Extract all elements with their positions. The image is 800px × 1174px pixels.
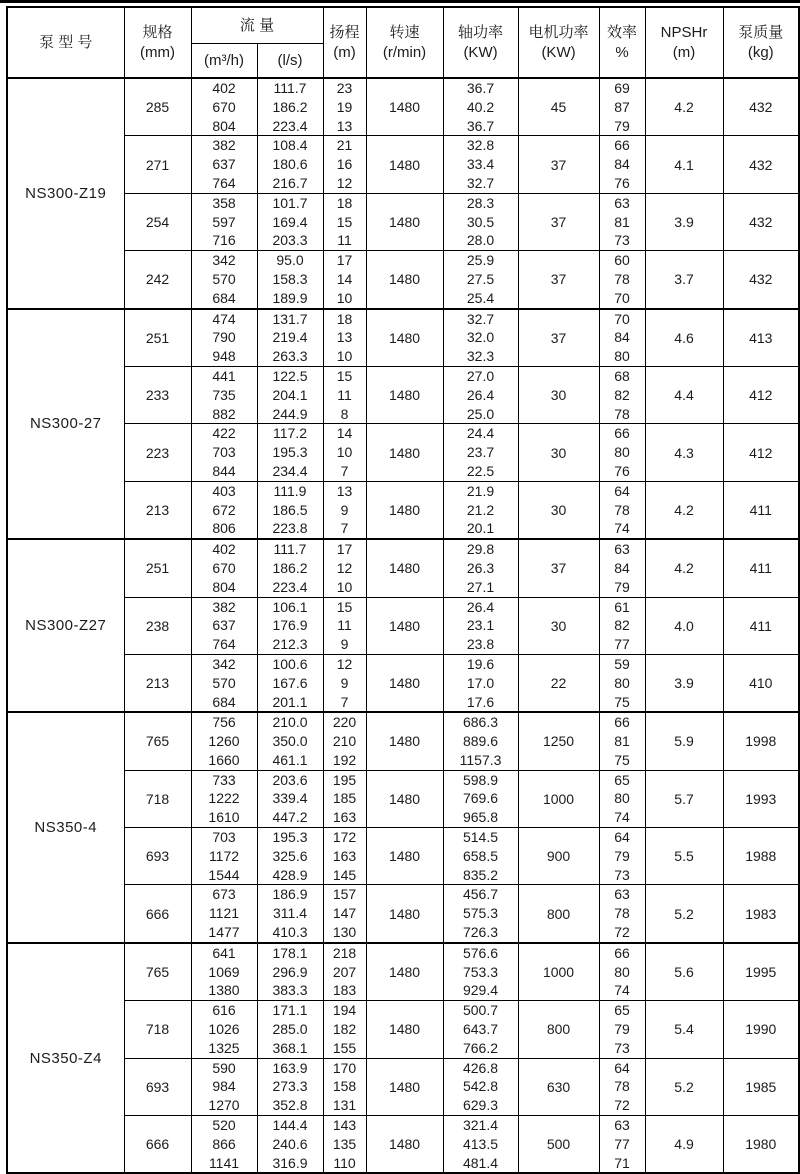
header-flow-m3h: (m³/h) bbox=[191, 44, 257, 79]
header-spec: 规格 (mm) bbox=[124, 7, 191, 78]
flow-ls-cell: 195.3 325.6 428.9 bbox=[257, 828, 323, 885]
shaft-power-cell: 28.3 30.5 28.0 bbox=[443, 193, 518, 250]
speed-cell: 1480 bbox=[366, 481, 443, 539]
flow-m3h-cell: 733 1222 1610 bbox=[191, 770, 257, 827]
table-body bbox=[7, 78, 799, 1173]
mass-cell: 1988 bbox=[723, 828, 799, 885]
speed-cell: 1480 bbox=[366, 712, 443, 770]
flow-ls-cell: 210.0 350.0 461.1 bbox=[257, 712, 323, 770]
npshr-cell: 4.4 bbox=[645, 366, 723, 423]
flow-ls-cell: 106.1 176.9 212.3 bbox=[257, 597, 323, 654]
speed-cell: 1480 bbox=[366, 539, 443, 597]
npshr-cell: 5.2 bbox=[645, 1058, 723, 1115]
head-cell: 195 185 163 bbox=[323, 770, 366, 827]
head-cell: 18 15 11 bbox=[323, 193, 366, 250]
speed-cell: 1480 bbox=[366, 770, 443, 827]
shaft-power-cell: 24.4 23.7 22.5 bbox=[443, 424, 518, 481]
head-cell: 21 16 12 bbox=[323, 136, 366, 193]
flow-m3h-cell: 641 1069 1380 bbox=[191, 943, 257, 1001]
efficiency-cell: 63 81 73 bbox=[599, 193, 645, 250]
spec-cell: 718 bbox=[124, 1001, 191, 1058]
efficiency-cell: 59 80 75 bbox=[599, 654, 645, 712]
flow-ls-cell: 111.9 186.5 223.8 bbox=[257, 481, 323, 539]
motor-power-cell: 22 bbox=[518, 654, 599, 712]
head-cell: 218 207 183 bbox=[323, 943, 366, 1001]
head-cell: 143 135 110 bbox=[323, 1116, 366, 1174]
table-row bbox=[7, 78, 799, 136]
efficiency-cell: 65 80 74 bbox=[599, 770, 645, 827]
table-row bbox=[7, 770, 799, 827]
motor-power-cell: 1000 bbox=[518, 770, 599, 827]
flow-m3h-cell: 422 703 844 bbox=[191, 424, 257, 481]
efficiency-cell: 63 78 72 bbox=[599, 885, 645, 943]
speed-cell: 1480 bbox=[366, 78, 443, 136]
speed-cell: 1480 bbox=[366, 1001, 443, 1058]
speed-cell: 1480 bbox=[366, 193, 443, 250]
npshr-cell: 4.2 bbox=[645, 78, 723, 136]
head-cell: 13 9 7 bbox=[323, 481, 366, 539]
motor-power-cell: 37 bbox=[518, 309, 599, 367]
head-cell: 12 9 7 bbox=[323, 654, 366, 712]
flow-m3h-cell: 441 735 882 bbox=[191, 366, 257, 423]
flow-m3h-cell: 402 670 804 bbox=[191, 539, 257, 597]
shaft-power-cell: 686.3 889.6 1157.3 bbox=[443, 712, 518, 770]
flow-m3h-cell: 342 570 684 bbox=[191, 251, 257, 309]
speed-cell: 1480 bbox=[366, 366, 443, 423]
flow-m3h-cell: 756 1260 1660 bbox=[191, 712, 257, 770]
speed-cell: 1480 bbox=[366, 1116, 443, 1174]
spec-cell: 271 bbox=[124, 136, 191, 193]
spec-cell: 251 bbox=[124, 309, 191, 367]
spec-cell: 254 bbox=[124, 193, 191, 250]
npshr-cell: 4.1 bbox=[645, 136, 723, 193]
npshr-cell: 5.7 bbox=[645, 770, 723, 827]
shaft-power-cell: 25.9 27.5 25.4 bbox=[443, 251, 518, 309]
header-mass: 泵质量 (kg) bbox=[723, 7, 799, 78]
npshr-cell: 5.9 bbox=[645, 712, 723, 770]
shaft-power-cell: 32.7 32.0 32.3 bbox=[443, 309, 518, 367]
table-row bbox=[7, 251, 799, 309]
npshr-cell: 4.2 bbox=[645, 481, 723, 539]
flow-m3h-cell: 358 597 716 bbox=[191, 193, 257, 250]
head-cell: 172 163 145 bbox=[323, 828, 366, 885]
table-row bbox=[7, 828, 799, 885]
flow-ls-cell: 117.2 195.3 234.4 bbox=[257, 424, 323, 481]
efficiency-cell: 63 84 79 bbox=[599, 539, 645, 597]
mass-cell: 410 bbox=[723, 654, 799, 712]
shaft-power-cell: 27.0 26.4 25.0 bbox=[443, 366, 518, 423]
flow-ls-cell: 186.9 311.4 410.3 bbox=[257, 885, 323, 943]
header-flow-ls: (l/s) bbox=[257, 44, 323, 79]
speed-cell: 1480 bbox=[366, 424, 443, 481]
mass-cell: 1990 bbox=[723, 1001, 799, 1058]
efficiency-cell: 61 82 77 bbox=[599, 597, 645, 654]
mass-cell: 411 bbox=[723, 597, 799, 654]
head-cell: 220 210 192 bbox=[323, 712, 366, 770]
npshr-cell: 5.5 bbox=[645, 828, 723, 885]
table-row bbox=[7, 309, 799, 367]
shaft-power-cell: 29.8 26.3 27.1 bbox=[443, 539, 518, 597]
model-cell: NS300-Z19 bbox=[7, 78, 124, 309]
motor-power-cell: 30 bbox=[518, 366, 599, 423]
flow-ls-cell: 111.7 186.2 223.4 bbox=[257, 539, 323, 597]
shaft-power-cell: 514.5 658.5 835.2 bbox=[443, 828, 518, 885]
table-row bbox=[7, 943, 799, 1001]
flow-m3h-cell: 590 984 1270 bbox=[191, 1058, 257, 1115]
flow-ls-cell: 203.6 339.4 447.2 bbox=[257, 770, 323, 827]
mass-cell: 412 bbox=[723, 424, 799, 481]
shaft-power-cell: 456.7 575.3 726.3 bbox=[443, 885, 518, 943]
npshr-cell: 5.6 bbox=[645, 943, 723, 1001]
spec-cell: 693 bbox=[124, 828, 191, 885]
head-cell: 18 13 10 bbox=[323, 309, 366, 367]
table-header bbox=[7, 7, 799, 78]
npshr-cell: 5.4 bbox=[645, 1001, 723, 1058]
spec-cell: 223 bbox=[124, 424, 191, 481]
motor-power-cell: 800 bbox=[518, 885, 599, 943]
table-row bbox=[7, 481, 799, 539]
motor-power-cell: 30 bbox=[518, 424, 599, 481]
table-row bbox=[7, 597, 799, 654]
header-flow: 流 量 bbox=[191, 7, 323, 44]
head-cell: 17 14 10 bbox=[323, 251, 366, 309]
speed-cell: 1480 bbox=[366, 597, 443, 654]
flow-ls-cell: 144.4 240.6 316.9 bbox=[257, 1116, 323, 1174]
efficiency-cell: 64 79 73 bbox=[599, 828, 645, 885]
flow-ls-cell: 131.7 219.4 263.3 bbox=[257, 309, 323, 367]
speed-cell: 1480 bbox=[366, 251, 443, 309]
mass-cell: 1985 bbox=[723, 1058, 799, 1115]
mass-cell: 411 bbox=[723, 539, 799, 597]
header-shaft-power: 轴功率 (KW) bbox=[443, 7, 518, 78]
shaft-power-cell: 598.9 769.6 965.8 bbox=[443, 770, 518, 827]
motor-power-cell: 37 bbox=[518, 251, 599, 309]
head-cell: 23 19 13 bbox=[323, 78, 366, 136]
efficiency-cell: 68 82 78 bbox=[599, 366, 645, 423]
flow-m3h-cell: 403 672 806 bbox=[191, 481, 257, 539]
efficiency-cell: 69 87 79 bbox=[599, 78, 645, 136]
npshr-cell: 3.9 bbox=[645, 654, 723, 712]
motor-power-cell: 500 bbox=[518, 1116, 599, 1174]
npshr-cell: 3.9 bbox=[645, 193, 723, 250]
efficiency-cell: 64 78 74 bbox=[599, 481, 645, 539]
motor-power-cell: 37 bbox=[518, 193, 599, 250]
flow-ls-cell: 101.7 169.4 203.3 bbox=[257, 193, 323, 250]
spec-cell: 718 bbox=[124, 770, 191, 827]
spec-cell: 285 bbox=[124, 78, 191, 136]
mass-cell: 1998 bbox=[723, 712, 799, 770]
mass-cell: 1993 bbox=[723, 770, 799, 827]
npshr-cell: 3.7 bbox=[645, 251, 723, 309]
motor-power-cell: 800 bbox=[518, 1001, 599, 1058]
header-model: 泵 型 号 bbox=[7, 7, 124, 78]
table-row bbox=[7, 424, 799, 481]
flow-m3h-cell: 703 1172 1544 bbox=[191, 828, 257, 885]
header-speed: 转速 (r/min) bbox=[366, 7, 443, 78]
flow-ls-cell: 171.1 285.0 368.1 bbox=[257, 1001, 323, 1058]
speed-cell: 1480 bbox=[366, 654, 443, 712]
table-row bbox=[7, 366, 799, 423]
spec-cell: 213 bbox=[124, 654, 191, 712]
efficiency-cell: 66 81 75 bbox=[599, 712, 645, 770]
spec-cell: 233 bbox=[124, 366, 191, 423]
spec-cell: 765 bbox=[124, 712, 191, 770]
speed-cell: 1480 bbox=[366, 943, 443, 1001]
npshr-cell: 4.6 bbox=[645, 309, 723, 367]
flow-ls-cell: 100.6 167.6 201.1 bbox=[257, 654, 323, 712]
motor-power-cell: 900 bbox=[518, 828, 599, 885]
npshr-cell: 4.0 bbox=[645, 597, 723, 654]
motor-power-cell: 630 bbox=[518, 1058, 599, 1115]
spec-cell: 238 bbox=[124, 597, 191, 654]
flow-m3h-cell: 673 1121 1477 bbox=[191, 885, 257, 943]
motor-power-cell: 37 bbox=[518, 136, 599, 193]
flow-m3h-cell: 616 1026 1325 bbox=[191, 1001, 257, 1058]
speed-cell: 1480 bbox=[366, 1058, 443, 1115]
motor-power-cell: 1250 bbox=[518, 712, 599, 770]
speed-cell: 1480 bbox=[366, 885, 443, 943]
spec-cell: 251 bbox=[124, 539, 191, 597]
mass-cell: 1980 bbox=[723, 1116, 799, 1174]
mass-cell: 413 bbox=[723, 309, 799, 367]
shaft-power-cell: 426.8 542.8 629.3 bbox=[443, 1058, 518, 1115]
flow-ls-cell: 111.7 186.2 223.4 bbox=[257, 78, 323, 136]
flow-m3h-cell: 342 570 684 bbox=[191, 654, 257, 712]
mass-cell: 432 bbox=[723, 136, 799, 193]
npshr-cell: 5.2 bbox=[645, 885, 723, 943]
efficiency-cell: 70 84 80 bbox=[599, 309, 645, 367]
flow-ls-cell: 108.4 180.6 216.7 bbox=[257, 136, 323, 193]
page-top-rule bbox=[0, 0, 800, 3]
efficiency-cell: 66 84 76 bbox=[599, 136, 645, 193]
motor-power-cell: 30 bbox=[518, 597, 599, 654]
header-efficiency: 效率 % bbox=[599, 7, 645, 78]
head-cell: 157 147 130 bbox=[323, 885, 366, 943]
head-cell: 17 12 10 bbox=[323, 539, 366, 597]
shaft-power-cell: 21.9 21.2 20.1 bbox=[443, 481, 518, 539]
flow-ls-cell: 178.1 296.9 383.3 bbox=[257, 943, 323, 1001]
shaft-power-cell: 19.6 17.0 17.6 bbox=[443, 654, 518, 712]
motor-power-cell: 1000 bbox=[518, 943, 599, 1001]
npshr-cell: 4.2 bbox=[645, 539, 723, 597]
efficiency-cell: 63 77 71 bbox=[599, 1116, 645, 1174]
motor-power-cell: 45 bbox=[518, 78, 599, 136]
motor-power-cell: 37 bbox=[518, 539, 599, 597]
model-cell: NS300-Z27 bbox=[7, 539, 124, 712]
shaft-power-cell: 26.4 23.1 23.8 bbox=[443, 597, 518, 654]
flow-m3h-cell: 382 637 764 bbox=[191, 597, 257, 654]
table-row bbox=[7, 654, 799, 712]
spec-cell: 213 bbox=[124, 481, 191, 539]
spec-cell: 242 bbox=[124, 251, 191, 309]
spec-cell: 666 bbox=[124, 1116, 191, 1174]
efficiency-cell: 60 78 70 bbox=[599, 251, 645, 309]
motor-power-cell: 30 bbox=[518, 481, 599, 539]
head-cell: 15 11 8 bbox=[323, 366, 366, 423]
header-head: 扬程 (m) bbox=[323, 7, 366, 78]
shaft-power-cell: 500.7 643.7 766.2 bbox=[443, 1001, 518, 1058]
head-cell: 194 182 155 bbox=[323, 1001, 366, 1058]
flow-ls-cell: 122.5 204.1 244.9 bbox=[257, 366, 323, 423]
shaft-power-cell: 576.6 753.3 929.4 bbox=[443, 943, 518, 1001]
mass-cell: 412 bbox=[723, 366, 799, 423]
efficiency-cell: 66 80 76 bbox=[599, 424, 645, 481]
speed-cell: 1480 bbox=[366, 136, 443, 193]
mass-cell: 1995 bbox=[723, 943, 799, 1001]
header-motor-power: 电机功率 (KW) bbox=[518, 7, 599, 78]
shaft-power-cell: 36.7 40.2 36.7 bbox=[443, 78, 518, 136]
shaft-power-cell: 321.4 413.5 481.4 bbox=[443, 1116, 518, 1174]
model-cell: NS350-4 bbox=[7, 712, 124, 943]
pump-spec-table bbox=[6, 6, 800, 1174]
head-cell: 170 158 131 bbox=[323, 1058, 366, 1115]
head-cell: 14 10 7 bbox=[323, 424, 366, 481]
flow-ls-cell: 163.9 273.3 352.8 bbox=[257, 1058, 323, 1115]
table-row bbox=[7, 1001, 799, 1058]
mass-cell: 432 bbox=[723, 251, 799, 309]
table-row bbox=[7, 1058, 799, 1115]
npshr-cell: 4.3 bbox=[645, 424, 723, 481]
table-row bbox=[7, 193, 799, 250]
flow-m3h-cell: 402 670 804 bbox=[191, 78, 257, 136]
mass-cell: 432 bbox=[723, 193, 799, 250]
spec-cell: 693 bbox=[124, 1058, 191, 1115]
mass-cell: 1983 bbox=[723, 885, 799, 943]
mass-cell: 432 bbox=[723, 78, 799, 136]
efficiency-cell: 65 79 73 bbox=[599, 1001, 645, 1058]
efficiency-cell: 66 80 74 bbox=[599, 943, 645, 1001]
flow-m3h-cell: 520 866 1141 bbox=[191, 1116, 257, 1174]
table-row bbox=[7, 1116, 799, 1174]
table-row bbox=[7, 885, 799, 943]
head-cell: 15 11 9 bbox=[323, 597, 366, 654]
table-row bbox=[7, 539, 799, 597]
speed-cell: 1480 bbox=[366, 828, 443, 885]
model-cell: NS350-Z4 bbox=[7, 943, 124, 1174]
model-cell: NS300-27 bbox=[7, 309, 124, 540]
mass-cell: 411 bbox=[723, 481, 799, 539]
header-npshr: NPSHr (m) bbox=[645, 7, 723, 78]
flow-m3h-cell: 382 637 764 bbox=[191, 136, 257, 193]
npshr-cell: 4.9 bbox=[645, 1116, 723, 1174]
spec-cell: 765 bbox=[124, 943, 191, 1001]
efficiency-cell: 64 78 72 bbox=[599, 1058, 645, 1115]
spec-cell: 666 bbox=[124, 885, 191, 943]
shaft-power-cell: 32.8 33.4 32.7 bbox=[443, 136, 518, 193]
flow-m3h-cell: 474 790 948 bbox=[191, 309, 257, 367]
flow-ls-cell: 95.0 158.3 189.9 bbox=[257, 251, 323, 309]
table-row bbox=[7, 136, 799, 193]
table-row bbox=[7, 712, 799, 770]
speed-cell: 1480 bbox=[366, 309, 443, 367]
